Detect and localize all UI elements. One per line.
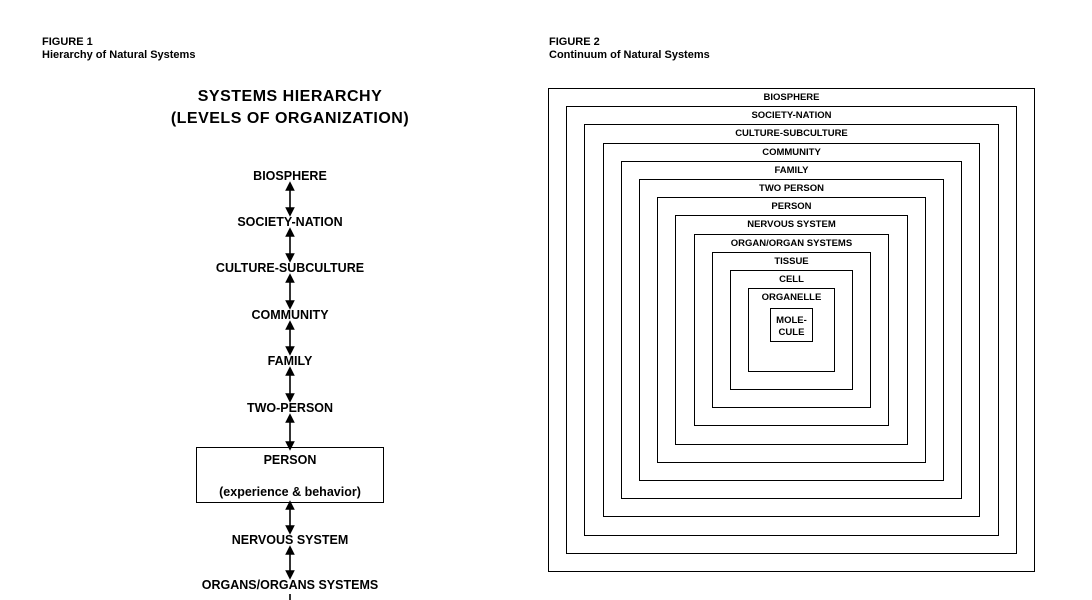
ring-label-culture-subculture: CULTURE-SUBCULTURE — [735, 128, 848, 140]
ring-label-society-nation: SOCIETY-NATION — [751, 110, 832, 122]
hierarchy-title-line1: SYSTEMS HIERARCHY — [197, 88, 383, 105]
figure1-caption: Hierarchy of Natural Systems — [42, 49, 196, 61]
ring-label-biosphere: BIOSPHERE — [763, 92, 820, 103]
level-community: COMMUNITY — [251, 308, 329, 322]
ring-label-family: FAMILY — [774, 164, 809, 176]
molecule-line2: CULE — [778, 327, 805, 339]
level-biosphere: BIOSPHERE — [253, 169, 327, 183]
ring-molecule — [770, 308, 812, 341]
ring-label-molecule — [771, 315, 811, 339]
level-organs-systems: ORGANS/ORGANS SYSTEMS — [201, 578, 379, 592]
level-nervous-system: NERVOUS SYSTEM — [231, 533, 349, 547]
figure2-caption: Continuum of Natural Systems — [549, 49, 710, 61]
hierarchy-title-line2: (LEVELS OF ORGANIZATION) — [170, 110, 410, 127]
ring-label-community: COMMUNITY — [762, 146, 821, 158]
molecule-line1: MOLE- — [776, 315, 807, 327]
ring-label-cell: CELL — [779, 274, 804, 285]
figure2-number: FIGURE 2 — [549, 36, 600, 48]
level-culture-subculture: CULTURE-SUBCULTURE — [215, 261, 365, 275]
ring-label-person: PERSON — [771, 201, 812, 213]
ring-label-organ-organ-systems: ORGAN/ORGAN SYSTEMS — [730, 237, 853, 249]
person-note: (experience & behavior) — [219, 485, 361, 499]
level-family: FAMILY — [267, 354, 313, 368]
level-two-person: TWO-PERSON — [246, 401, 334, 415]
ring-label-organelle: ORGANELLE — [761, 292, 822, 304]
figure1-number: FIGURE 1 — [42, 36, 93, 48]
level-society-nation: SOCIETY-NATION — [237, 215, 343, 229]
ring-label-tissue: TISSUE — [774, 255, 809, 267]
ring-label-nervous-system: NERVOUS SYSTEM — [747, 219, 836, 231]
level-person: PERSON — [263, 453, 317, 467]
ring-label-two-person: TWO PERSON — [759, 183, 824, 194]
